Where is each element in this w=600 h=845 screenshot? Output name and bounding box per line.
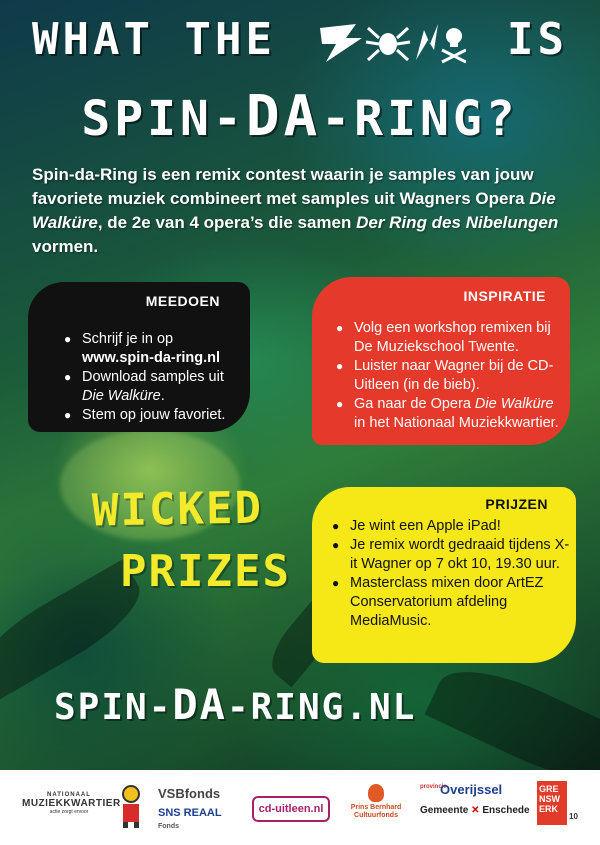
intro-cycle-title: Der Ring des Nibelungen bbox=[356, 213, 559, 232]
item-text: Luister naar Wagner bij de CD-Uitleen (in de bieb). bbox=[354, 358, 554, 393]
grensw-year: 10 bbox=[569, 812, 578, 821]
logo-text: Gemeente bbox=[420, 805, 469, 816]
grensw-logo: GRE NSW ERK bbox=[537, 781, 567, 825]
list-item bbox=[64, 330, 254, 368]
logo-text: provincie bbox=[420, 784, 447, 790]
mascot-icon bbox=[118, 784, 144, 833]
headline-is: IS bbox=[506, 14, 568, 65]
item-text: Volg een workshop remixen bij De Muziekschool Twente. bbox=[354, 320, 551, 355]
website-url[interactable] bbox=[54, 680, 416, 729]
prijzen-heading: PRIJZEN bbox=[485, 496, 548, 512]
prijzen-card bbox=[312, 487, 576, 663]
item-text: . bbox=[160, 388, 165, 404]
headline-what-the: WHAT THE bbox=[32, 14, 276, 65]
wicked-text: WICKED bbox=[91, 482, 264, 537]
lightning-icon bbox=[320, 24, 362, 62]
prizes-text: PRIZES bbox=[120, 546, 291, 597]
lightning-icon bbox=[416, 24, 438, 60]
logo-text: SNS REAAL bbox=[158, 807, 222, 819]
intro-text: , de 2e van 4 opera’s die samen bbox=[97, 213, 357, 232]
meedoen-heading: MEEDOEN bbox=[145, 293, 220, 309]
logo-text: Prins Bernhard bbox=[350, 804, 402, 811]
list-item bbox=[64, 406, 254, 425]
logo-text: NATIONAAL bbox=[47, 792, 91, 798]
headline-line-2 bbox=[0, 84, 600, 149]
logo-text: VSBfonds bbox=[158, 786, 221, 801]
item-text: in het Nationaal Muziekkwartier. bbox=[354, 415, 559, 431]
intro-text: vormen. bbox=[32, 237, 99, 256]
logo-text: Fonds bbox=[158, 823, 179, 830]
logo-text: actie zorgt ervoor bbox=[49, 809, 89, 815]
item-opera-title: Die Walküre bbox=[82, 388, 161, 404]
url-part: -RING.NL bbox=[226, 687, 417, 728]
list-item: ● Masterclass mixen door ArtEZ Conservatorium afdeling MediaMusic. bbox=[332, 574, 572, 631]
overijssel-enschede-logo: provincie Overijssel Gemeente ✕ Enschede bbox=[420, 782, 530, 816]
item-text: Schrijf je in op bbox=[82, 331, 174, 347]
prins-bernhard-logo bbox=[346, 784, 406, 820]
item-text: Download samples uit bbox=[82, 369, 224, 385]
cd-uitleen-logo: cd-uitleen.nl bbox=[252, 796, 330, 822]
inspiratie-card bbox=[312, 277, 570, 445]
logo-text: Overijssel bbox=[440, 782, 503, 797]
headline-spin: SPIN- bbox=[81, 91, 246, 147]
url-part: DA bbox=[172, 680, 227, 729]
intro-paragraph bbox=[32, 163, 572, 259]
list-item: ● Je wint een Apple iPad! bbox=[332, 517, 572, 536]
item-opera-title: Die Walküre bbox=[474, 396, 554, 412]
headline-ring: -RING? bbox=[321, 91, 519, 147]
meedoen-card bbox=[28, 282, 250, 432]
meedoen-list bbox=[64, 330, 254, 425]
muziekkwartier-logo bbox=[22, 792, 121, 815]
prijzen-list bbox=[332, 517, 572, 631]
website-link[interactable]: www.spin-da-ring.nl bbox=[82, 350, 221, 366]
list-item bbox=[336, 357, 566, 395]
list-item bbox=[336, 395, 566, 433]
intro-opera-title: Die Walküre bbox=[32, 189, 556, 232]
headline-da: DA bbox=[245, 84, 322, 149]
item-text: Stem op jouw favoriet. bbox=[82, 407, 226, 423]
sponsor-footer bbox=[0, 770, 600, 845]
inspiratie-list bbox=[336, 319, 566, 433]
intro-text: Spin-da-Ring is een remix contest waarin je samples van jouw favoriete muziek combineert met samples uit Wagners Opera bbox=[32, 165, 534, 208]
logo-text: Enschede bbox=[482, 805, 530, 816]
list-item: ● Je remix wordt gedraaid tijdens X-it Wagner op 7 okt 10, 19.30 uur. bbox=[332, 536, 572, 574]
inspiratie-heading: INSPIRATIE bbox=[463, 288, 546, 304]
url-part: SPIN- bbox=[54, 687, 173, 728]
vsbfonds-sns-logo bbox=[158, 786, 234, 831]
spider-icon bbox=[366, 28, 410, 60]
skull-crossbones-icon bbox=[442, 28, 466, 62]
list-item bbox=[64, 368, 254, 406]
list-item bbox=[336, 319, 566, 357]
logo-text: Cultuurfonds bbox=[354, 812, 398, 819]
expletive-icons bbox=[316, 20, 466, 64]
item-text: Ga naar de Opera bbox=[354, 396, 475, 412]
headline-line-1 bbox=[0, 14, 600, 65]
logo-text: MUZIEKKWARTIER bbox=[22, 798, 121, 809]
flame-icon bbox=[368, 784, 384, 802]
